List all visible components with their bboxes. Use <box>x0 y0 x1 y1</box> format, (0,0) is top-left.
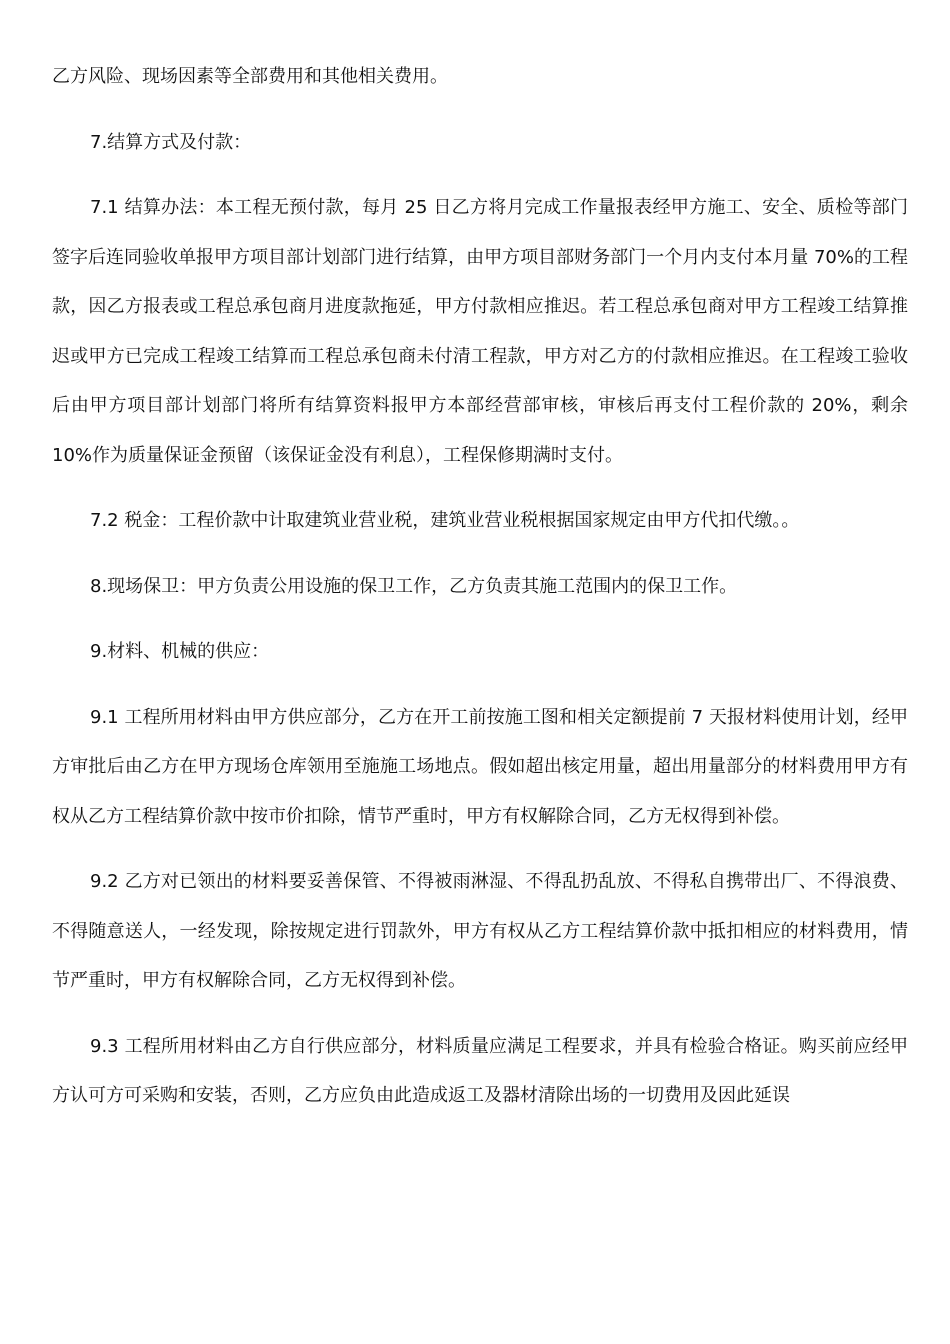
paragraph-8-site-security: 8.现场保卫：甲方负责公用设施的保卫工作，乙方负责其施工范围内的保卫工作。 <box>90 575 738 597</box>
paragraph-9-3-party-b-materials: 9.3 工程所用材料由乙方自行供应部分，材料质量应满足工程要求，并具有检验合格证。购买前应经甲方认可方可采购和安装，否则，乙方应负由此造成返工及器材清除出场的一切费用及因此延误 <box>52 1035 908 1106</box>
heading-materials-machinery: 9.材料、机械的供应： <box>90 641 270 662</box>
document-page <box>52 52 908 1121</box>
heading-settlement-payment: 7.结算方式及付款： <box>90 131 252 153</box>
paragraph-9-2-material-custody: 9.2 乙方对已领出的材料要妥善保管、不得被雨淋湿、不得乱扔乱放、不得私自携带出厂、不得浪费、不得随意送人，一经发现，除按规定进行罚款外，甲方有权从乙方工程结算价款中抵扣相应的材料费用，情节严重时，甲方有权解除合同，乙方无权得到补偿。 <box>52 871 908 991</box>
paragraph-9-1-party-a-materials: 9.1 工程所用材料由甲方供应部分，乙方在开工前按施工图和相关定额提前 7 天报材料使用计划，经甲方审批后由乙方在甲方现场仓库领用至施施工场地点。假如超出核定用量，超出用量部分的材料费用甲方有权从乙方工程结算价款中按市价扣除，情节严重时，甲方有权解除合同，乙方无权得到补偿。 <box>52 706 908 827</box>
paragraph-fee-continuation: 乙方风险、现场因素等全部费用和其他相关费用。 <box>52 66 448 87</box>
paragraph-7-2-tax: 7.2 税金：工程价款中计取建筑业营业税，建筑业营业税根据国家规定由甲方代扣代缴。。 <box>90 510 800 531</box>
paragraph-7-1-settlement-method: 7.1 结算办法：本工程无预付款，每月 25 日乙方将月完成工作量报表经甲方施工、安全、质检等部门签字后连同验收单报甲方项目部计划部门进行结算，由甲方项目部财务部门一个月内支付本月量 70%的工程款，因乙方报表或工程总承包商月进度款拖延，甲方付款相应推迟。若工程总承包商对甲方工程竣工结算推迟或甲方已完成工程竣工结算而工程总承包商未付清工程款，甲方对乙方的付款相应推迟。在工程竣工验收后由甲方项目部计划部门将所有结算资料报甲方本部经营部审核，审核后再支付工程价款的 20%，剩余 10%作为质量保证金预留（该保证金没有利息），工程保修期满时支付。 <box>52 197 908 466</box>
